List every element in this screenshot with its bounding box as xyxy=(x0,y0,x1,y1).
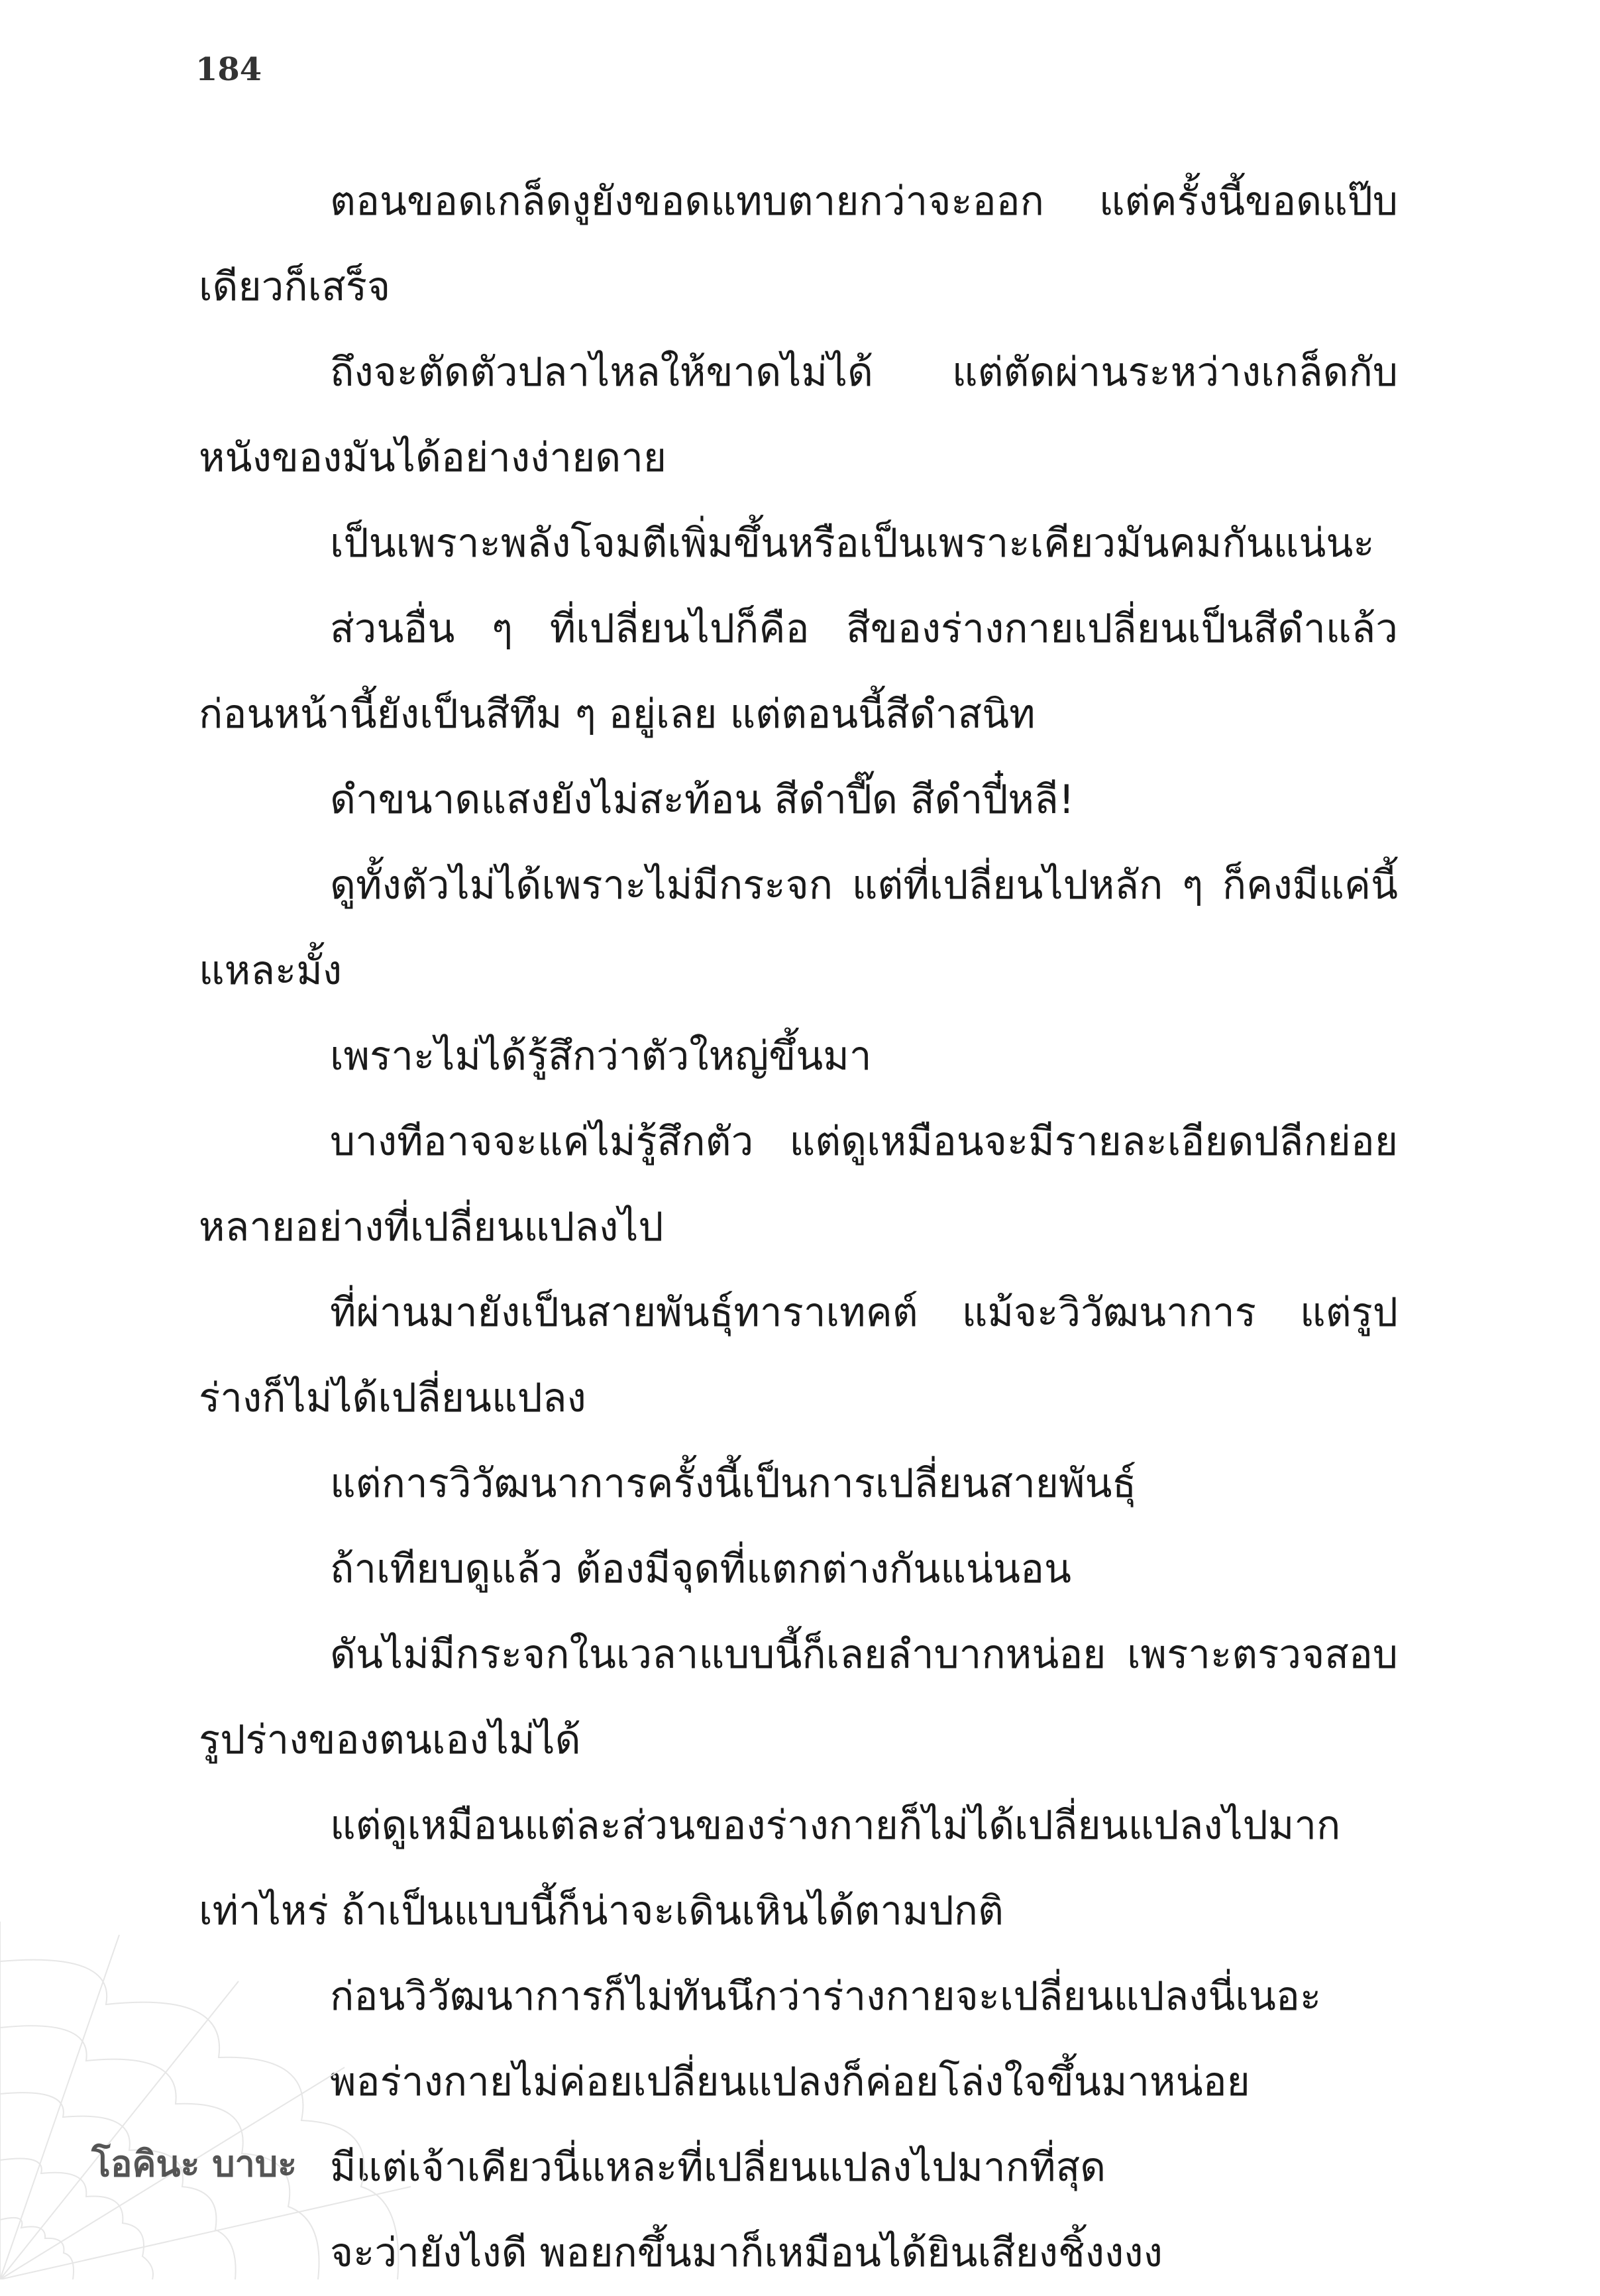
paragraph: ถ้าเทียบดูแล้ว ต้องมีจุดที่แตกต่างกันแน่นอน xyxy=(330,1546,1072,1592)
paragraph: ที่ผ่านมายังเป็นสายพันธุ์ทาราเทคต์ แม้จะวิวัฒนาการ แต่รูปร่างก็ไม่ได้เปลี่ยนแปลง xyxy=(199,1289,1398,1421)
paragraph: ดำขนาดแสงยังไม่สะท้อน สีดำปี๊ด สีดำปี๋หลี! xyxy=(330,777,1075,823)
page-number: 184 xyxy=(195,51,262,88)
paragraph: พอร่างกายไม่ค่อยเปลี่ยนแปลงก็ค่อยโล่งใจขึ้นมาหน่อย xyxy=(330,2059,1250,2105)
paragraph: แต่การวิวัฒนาการครั้งนี้เป็นการเปลี่ยนสายพันธุ์ xyxy=(330,1460,1137,1507)
paragraph: ส่วนอื่น ๆ ที่เปลี่ยนไปก็คือ สีของร่างกายเปลี่ยนเป็นสีดำแล้ว ก่อนหน้านี้ยังเป็นสีทึม ๆ อยู่เลย แต่ตอนนี้สีดำสนิท xyxy=(199,606,1398,738)
body-text xyxy=(199,159,1398,2296)
paragraph: จะว่ายังไงดี พอยกขึ้นมาก็เหมือนได้ยินเสียงชิ้งงงง xyxy=(330,2230,1163,2276)
paragraph: ดันไม่มีกระจกในเวลาแบบนี้ก็เลยลำบากหน่อย เพราะตรวจสอบรูปร่างของตนเองไม่ได้ xyxy=(199,1631,1398,1763)
paragraph: เพราะไม่ได้รู้สึกว่าตัวใหญ่ขึ้นมา xyxy=(330,1033,872,1079)
paragraph: บางทีอาจจะแค่ไม่รู้สึกตัว แต่ดูเหมือนจะมีรายละเอียดปลีกย่อยหลายอย่างที่เปลี่ยนแปลงไป xyxy=(199,1119,1398,1250)
paragraph: ตอนขอดเกล็ดงูยังขอดแทบตายกว่าจะออก แต่ครั้งนี้ขอดแป๊บเดียวก็เสร็จ xyxy=(199,178,1398,310)
paragraph: มีแต่เจ้าเคียวนี่แหละที่เปลี่ยนแปลงไปมากที่สุด xyxy=(330,2144,1106,2191)
footer-author: โอคินะ บาบะ xyxy=(91,2143,297,2185)
paragraph: แต่ดูเหมือนแต่ละส่วนของร่างกายก็ไม่ได้เปลี่ยนแปลงไปมากเท่าไหร่ ถ้าเป็นแบบนี้ก็น่าจะเดินเหินได้ตามปกติ xyxy=(199,1802,1341,1934)
paragraph: เป็นเพราะพลังโจมตีเพิ่มขึ้นหรือเป็นเพราะเคียวมันคมกันแน่นะ xyxy=(330,520,1375,567)
paragraph: ถึงจะตัดตัวปลาไหลให้ขาดไม่ได้ แต่ตัดผ่านระหว่างเกล็ดกับหนังของมันได้อย่างง่ายดาย xyxy=(199,349,1398,481)
paragraph: ดูทั้งตัวไม่ได้เพราะไม่มีกระจก แต่ที่เปลี่ยนไปหลัก ๆ ก็คงมีแค่นี้แหละมั้ง xyxy=(199,862,1398,994)
paragraph: ก่อนวิวัฒนาการก็ไม่ทันนึกว่าร่างกายจะเปลี่ยนแปลงนี่เนอะ xyxy=(330,1973,1322,2020)
